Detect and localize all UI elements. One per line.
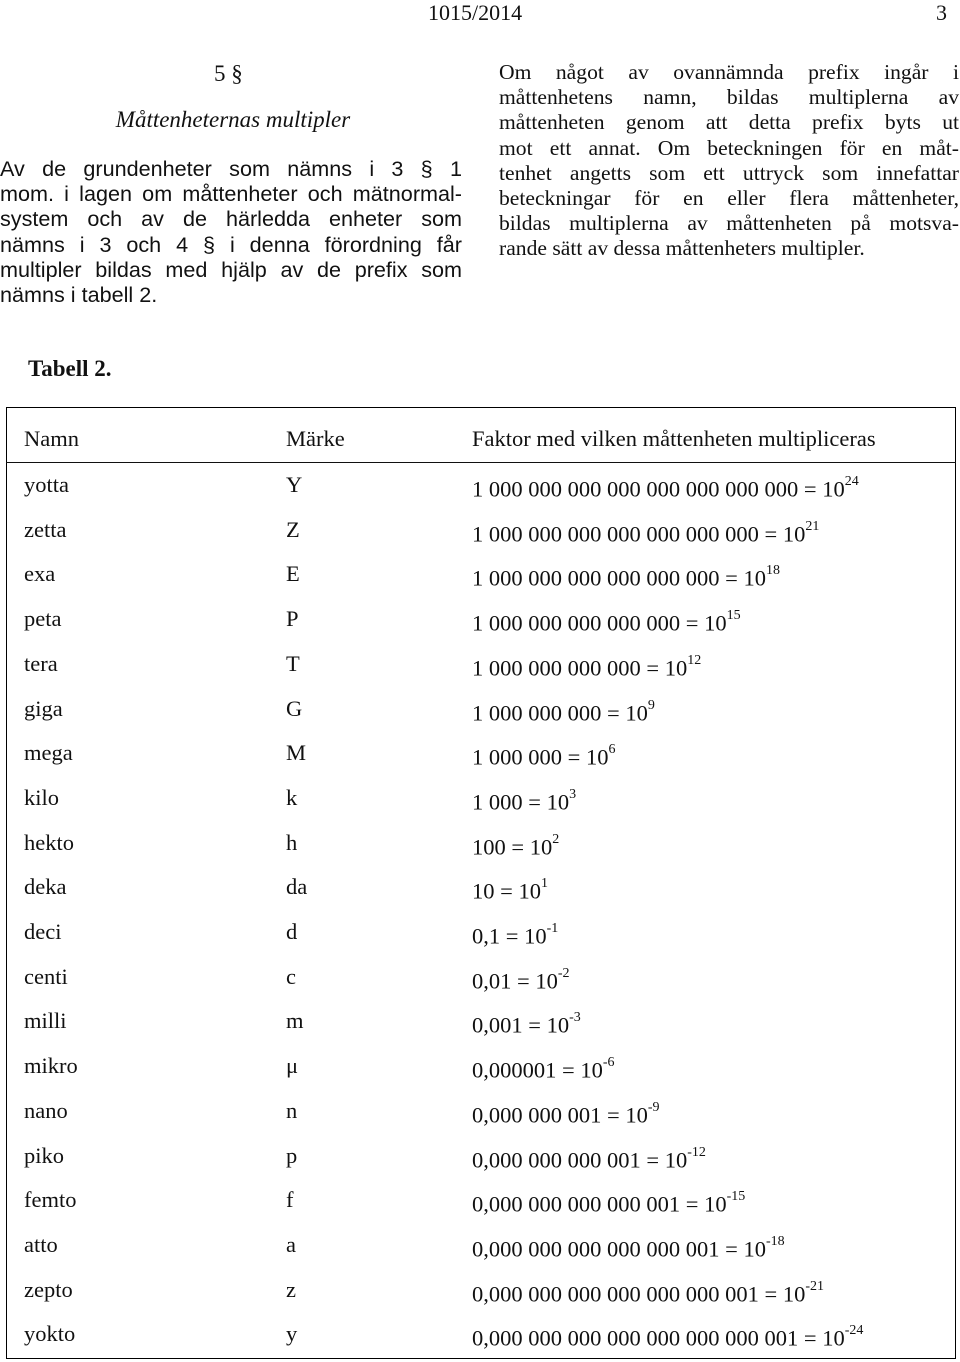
prefix-symbol: d: [286, 919, 298, 944]
prefix-symbol: n: [286, 1097, 298, 1123]
prefix-name: piko: [24, 1142, 65, 1168]
prefix-factor-cell: [472, 1268, 824, 1317]
prefix-factor: 0,000 000 000 000 000 001 = 10: [472, 1236, 766, 1262]
page-number: 3: [936, 0, 947, 25]
prefix-symbol: f: [286, 1187, 294, 1213]
prefix-name: hekto: [24, 829, 74, 855]
prefix-exponent: -9: [647, 1099, 660, 1115]
prefix-symbol: μ: [286, 1053, 299, 1079]
prefix-factor: 0,000 000 000 000 000 000 001 = 10: [472, 1281, 806, 1307]
prefix-factor: 0,000001 = 10: [472, 1057, 603, 1083]
prefix-name: yokto: [24, 1321, 76, 1347]
prefix-exponent: -21: [805, 1278, 824, 1294]
prefix-factor-cell: [472, 1223, 785, 1272]
table-row: [0, 776, 960, 821]
prefix-name: kilo: [24, 784, 60, 810]
table-row: [0, 552, 960, 597]
paragraph-line: multipler bildas med hjälp av de prefix som: [0, 256, 462, 282]
prefix-symbol: E: [286, 561, 300, 587]
prefix-exponent: 1: [540, 876, 548, 892]
prefix-factor: 1 000 000 000 000 000 000 000 = 10: [472, 521, 806, 547]
prefix-name: exa: [24, 561, 56, 587]
prefix-exponent: 24: [844, 474, 859, 489]
prefix-factor-cell: [472, 1089, 660, 1138]
prefix-exponent: 21: [805, 518, 820, 534]
prefix-factor-cell: [472, 597, 741, 646]
table-row: [0, 463, 960, 508]
prefix-symbol: k: [286, 784, 298, 810]
prefix-name: zepto: [24, 1276, 73, 1302]
prefix-name: milli: [24, 1008, 67, 1034]
table-row: [0, 1089, 960, 1134]
table-row: [0, 1268, 960, 1313]
header-name: Namn: [24, 426, 79, 451]
prefix-symbol: m: [286, 1008, 304, 1034]
prefix-factor-cell: [472, 1178, 745, 1227]
document-reference: 1015/2014: [428, 0, 523, 25]
prefix-factor: 0,001 = 10: [472, 1012, 570, 1038]
prefix-exponent: 2: [552, 831, 560, 847]
prefix-factor: 1 000 000 000 = 10: [472, 700, 648, 725]
prefix-factor: 0,000 000 000 001 = 10: [472, 1147, 688, 1172]
prefix-factor: 10 = 10: [472, 878, 541, 904]
prefix-exponent: -6: [602, 1055, 615, 1071]
section-number: 5 §: [214, 61, 243, 86]
prefix-factor-cell: [472, 1312, 863, 1361]
paragraph-line: nämns i tabell 2.: [0, 282, 158, 308]
prefix-symbol: P: [286, 606, 299, 632]
prefix-name: centi: [24, 963, 68, 989]
prefix-exponent: 9: [647, 697, 655, 713]
prefix-symbol: T: [286, 650, 300, 676]
prefix-name: mikro: [24, 1053, 78, 1079]
prefix-factor: 1 000 000 000 000 = 10: [472, 655, 688, 681]
table-label: Tabell 2.: [28, 356, 112, 381]
paragraph-line: bildas multiplerna av måttenheten på motsva-: [499, 211, 959, 236]
prefix-factor: 0,1 = 10: [472, 923, 547, 949]
prefix-exponent: -2: [557, 965, 570, 981]
paragraph-line: mot ett annat. Om beteckningen för en måt-: [499, 135, 959, 160]
table-row: [0, 1044, 960, 1089]
prefix-exponent: -18: [765, 1233, 785, 1249]
table-row: [0, 642, 960, 687]
prefix-factor-cell: [472, 776, 576, 825]
table-row: [0, 1223, 960, 1268]
prefix-factor: 1 000 000 000 000 000 000 = 10: [472, 565, 766, 591]
table-row: [0, 910, 960, 955]
prefix-exponent: 12: [687, 652, 702, 668]
prefix-exponent: -24: [844, 1323, 864, 1339]
prefix-name: atto: [24, 1231, 58, 1257]
prefix-exponent: 18: [765, 563, 780, 579]
prefix-symbol: Z: [286, 516, 300, 542]
prefix-factor-cell: [472, 552, 780, 601]
table-row: [0, 1178, 960, 1223]
paragraph-line: nämns i 3 och 4 § i denna förordning får: [0, 231, 462, 257]
left-paragraph: [0, 156, 462, 307]
prefix-factor: 0,000 000 000 000 001 = 10: [472, 1191, 727, 1217]
table-row: [0, 508, 960, 553]
prefix-factor-cell: [472, 1044, 615, 1093]
prefix-name: zetta: [24, 516, 67, 542]
prefix-factor: 1 000 000 = 10: [472, 744, 609, 770]
prefix-factor: 1 000 000 000 000 000 000 000 000 = 10: [472, 476, 845, 502]
prefix-symbol: y: [286, 1321, 298, 1347]
prefix-name: yotta: [24, 472, 69, 497]
prefix-factor-cell: [472, 955, 570, 1004]
paragraph-line: system och av de härledda enheter som: [0, 206, 462, 232]
prefix-symbol: G: [286, 695, 303, 721]
table-row: [0, 597, 960, 642]
right-paragraph: [499, 60, 959, 262]
prefix-exponent: 6: [608, 742, 616, 758]
prefix-factor-cell: [472, 463, 859, 512]
prefix-factor-cell: [472, 687, 655, 736]
prefix-exponent: -12: [687, 1144, 706, 1160]
prefix-factor-cell: [472, 731, 615, 780]
prefix-factor-cell: [472, 1134, 706, 1183]
prefix-name: deka: [24, 874, 67, 900]
prefix-exponent: -1: [546, 921, 559, 936]
prefix-factor-cell: [472, 999, 581, 1048]
table-row: [0, 1312, 960, 1357]
paragraph-line: måttenhetens namn, bildas multiplerna av: [499, 85, 959, 110]
prefix-factor: 0,01 = 10: [472, 968, 558, 994]
prefix-symbol: Y: [286, 472, 303, 497]
header-symbol: Märke: [286, 426, 345, 451]
table-row: [0, 821, 960, 866]
table-row: [0, 687, 960, 732]
prefix-symbol: da: [286, 874, 308, 900]
paragraph-line: rande sätt av dessa måttenheters multipler.: [499, 236, 865, 261]
paragraph-line: Av de grundenheter som nämns i 3 § 1: [0, 156, 462, 181]
table-header-row: [0, 417, 960, 462]
table-row: [0, 865, 960, 910]
prefix-exponent: 3: [569, 786, 577, 802]
prefix-symbol: p: [286, 1142, 298, 1168]
table-row: [0, 731, 960, 776]
prefix-exponent: -3: [569, 1010, 581, 1026]
prefix-symbol: h: [286, 829, 298, 855]
table-row: [0, 1134, 960, 1179]
prefix-name: giga: [24, 695, 63, 721]
prefix-factor-cell: [472, 910, 558, 959]
section-title: Måttenheternas multipler: [115, 107, 351, 132]
header-factor: Faktor med vilken måttenheten multipliceras: [472, 426, 876, 451]
prefix-name: deci: [24, 919, 62, 944]
prefix-name: peta: [24, 606, 62, 632]
prefix-exponent: -15: [726, 1189, 746, 1205]
prefix-factor: 100 = 10: [472, 834, 553, 860]
table-row: [0, 999, 960, 1044]
paragraph-line: mom. i lagen om måttenheter och mätnormal-: [0, 181, 462, 207]
prefix-factor-cell: [472, 865, 548, 914]
paragraph-line: tenhet angetts som ett uttryck som innefattar: [499, 160, 959, 185]
prefix-factor-cell: [472, 821, 559, 870]
prefix-factor: 0,000 000 000 000 000 000 000 001 = 10: [472, 1325, 845, 1351]
prefix-factor-cell: [472, 642, 701, 691]
prefix-symbol: M: [286, 740, 307, 766]
prefix-exponent: 15: [726, 608, 741, 624]
prefix-factor: 1 000 = 10: [472, 789, 570, 815]
prefix-name: tera: [24, 650, 58, 676]
prefix-factor: 1 000 000 000 000 000 = 10: [472, 610, 727, 636]
paragraph-line: måttenheten genom att detta prefix byts ut: [499, 110, 959, 135]
prefix-name: mega: [24, 740, 73, 766]
prefix-symbol: a: [286, 1231, 296, 1257]
paragraph-line: Om något av ovannämnda prefix ingår i: [499, 60, 959, 84]
prefix-symbol: z: [286, 1276, 296, 1302]
prefix-name: nano: [24, 1097, 68, 1123]
prefix-factor-cell: [472, 508, 819, 557]
prefix-factor: 0,000 000 001 = 10: [472, 1102, 648, 1128]
prefix-name: femto: [24, 1187, 77, 1213]
table-row: [0, 955, 960, 1000]
prefix-symbol: c: [286, 963, 296, 989]
paragraph-line: beteckningar för en eller flera måttenheter,: [499, 186, 959, 211]
